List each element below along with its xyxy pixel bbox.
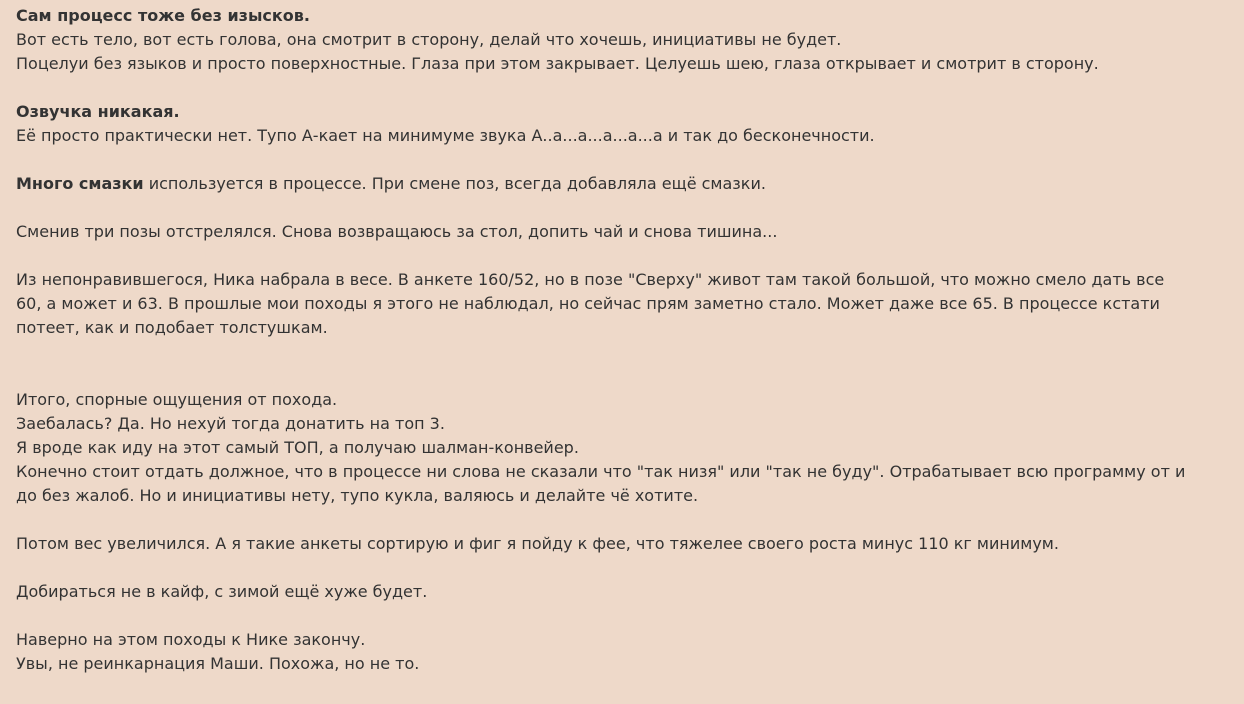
post-line: Я вроде как иду на этот самый ТОП, а получаю шалман-конвейер. [16,438,579,457]
paragraph-gap [16,196,1228,220]
paragraph-gap [16,244,1228,268]
post-line: 60, а может и 63. В прошлые мои походы я этого не наблюдал, но сейчас прям заметно стало. Может даже все 65. В процессе кстати [16,294,1160,313]
paragraph-gap [16,148,1228,172]
post-line: Вот есть тело, вот есть голова, она смотрит в сторону, делай что хочешь, инициативы не будет. [16,30,842,49]
paragraph-gap [16,340,1228,388]
post-line [16,4,1228,28]
post-line: Итого, спорные ощущения от похода. [16,390,338,409]
post-line: Добираться не в кайф, с зимой ещё хуже будет. [16,582,428,601]
post-line: Из непонравившегося, Ника набрала в весе. В анкете 160/52, но в позе "Сверху" живот там такой большой, что можно смело дать все [16,270,1165,289]
post-line: до без жалоб. Но и инициативы нету, тупо кукла, валяюсь и делайте чё хотите. [16,486,699,505]
bold-heading: Много смазки [16,174,144,193]
post-line: Поцелуи без языков и просто поверхностные. Глаза при этом закрывает. Целуешь шею, глаза открывает и смотрит в сторону. [16,54,1099,73]
post-line: Наверно на этом походы к Нике закончу. [16,630,366,649]
post-text: используется в процессе. При смене поз, всегда добавляла ещё смазки. [143,174,766,193]
paragraph-gap [16,508,1228,532]
paragraph-gap [16,604,1228,628]
post-line: Потом вес увеличился. А я такие анкеты сортирую и фиг я пойду к фее, что тяжелее своего роста минус 110 кг минимум. [16,534,1059,553]
post-line: Конечно стоит отдать должное, что в процессе ни слова не сказали что "так низя" или "так не буду". Отрабатывает всю программу от и [16,462,1186,481]
post-line: Увы, не реинкарнация Маши. Похожа, но не то. [16,654,420,673]
post-line [16,172,1228,196]
post-line: потеет, как и подобает толстушкам. [16,318,328,337]
bold-heading: Сам процесс тоже без изысков. [16,6,310,25]
paragraph-gap [16,556,1228,580]
paragraph-gap [16,76,1228,100]
post-line [16,100,1228,124]
post-line: Заебалась? Да. Но нехуй тогда донатить на топ 3. [16,414,445,433]
bold-heading: Озвучка никакая. [16,102,180,121]
post-line: Её просто практически нет. Тупо А-кает на минимуме звука А..а...а...а...а...а и так до бесконечности. [16,126,875,145]
post-line: Сменив три позы отстрелялся. Снова возвращаюсь за стол, допить чай и снова тишина... [16,222,778,241]
